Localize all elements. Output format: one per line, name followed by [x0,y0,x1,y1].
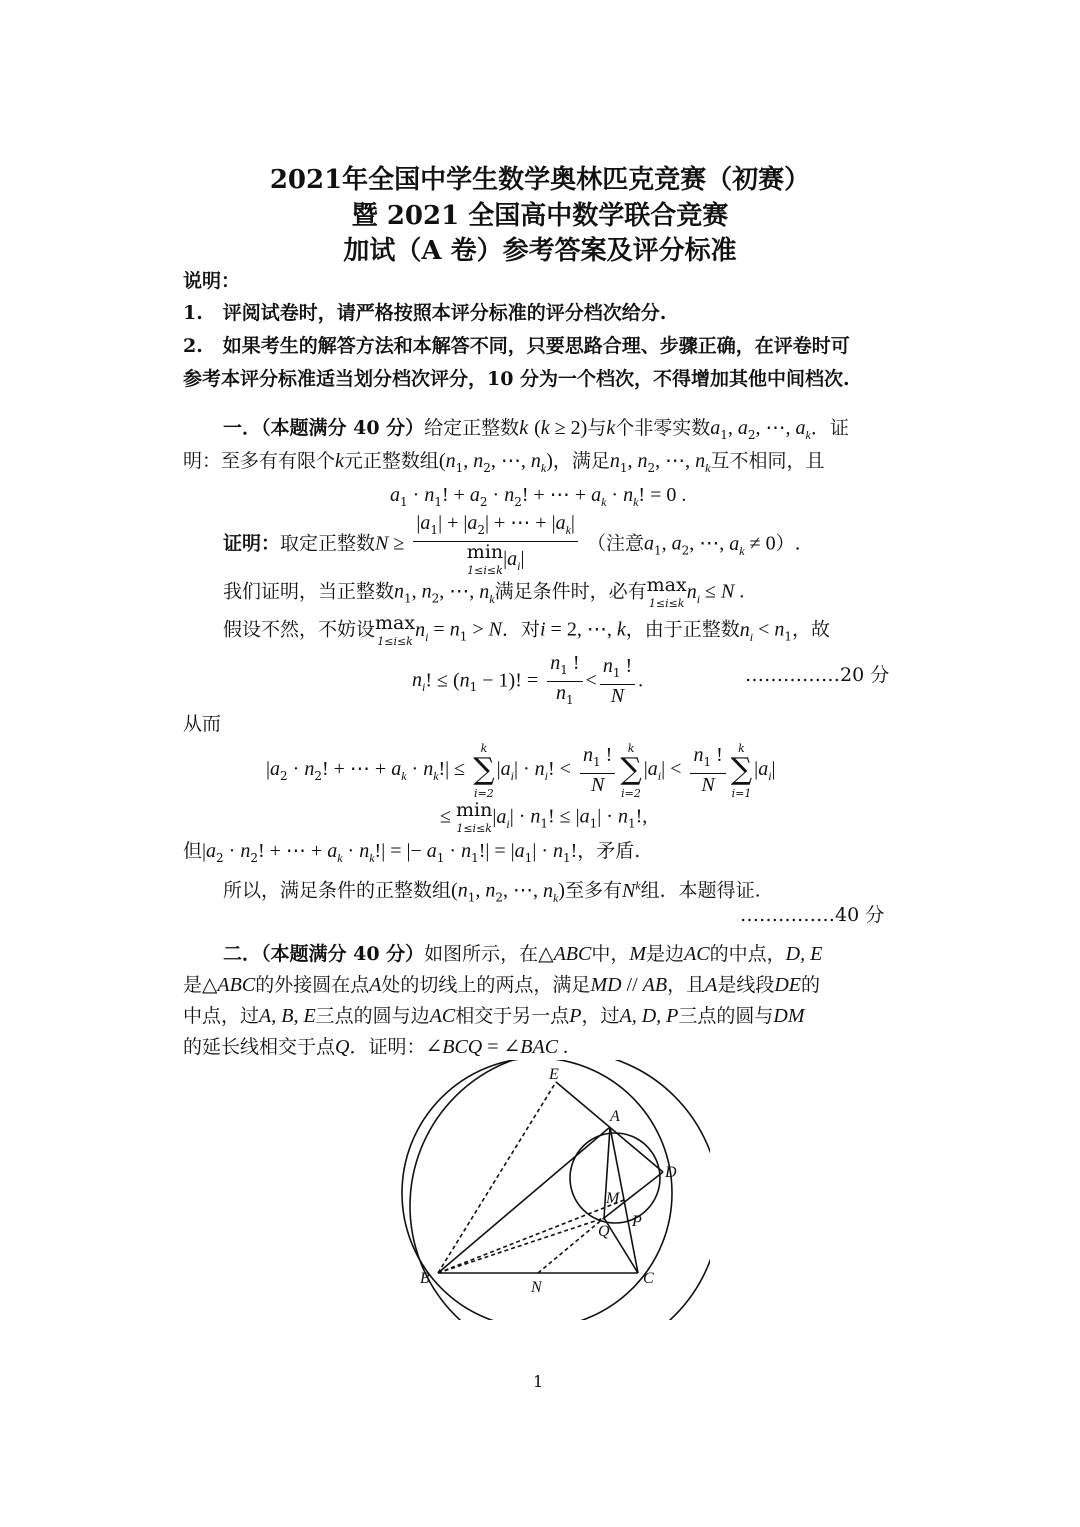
p1-text: ）. [775,532,801,555]
problem1-equation: $a_1 \cdot n_1$! + $a_2 \cdot n_2$! + ⋯ + $a_k \cdot n_k$! = 0 . [390,484,687,509]
p1-text: ，故 [792,618,831,641]
problem2-line2: 是△ABC的外接圆在点A处的切线上的两点，满足MD // AB，且A是线段DE的 [183,974,821,996]
notes-item-2-number: 2. [183,335,203,357]
notes-item-2 [183,333,850,359]
proof-line-3: 假设不然，不妨设 max $1\le i\le kn_i = n_1 > N$．对i = 2, ⋯, k，由于正整数$n_i < n_1$，故 [223,612,831,648]
geometry-figure [380,1060,710,1320]
label-B: B [420,1270,430,1287]
p2-text: 如图所示，在 [424,943,539,965]
p2-text: ，且 [667,974,706,996]
p1-text: ，矛盾. [577,840,641,862]
p1-text: 取定正整数 [280,532,376,555]
p2-text: 处的切线上的两点，满足 [381,974,591,996]
proof-label: 证明： [223,532,281,555]
segment-bq [438,1218,604,1273]
proof-but: 但$|a_2 \cdot n_2$! + ⋯ + $a_k \cdot n_k!|$ = |− $a_1 \cdot n_1!| = |a_1| \cdot n_1$!，矛盾. [183,840,641,865]
p1-text: 但 [183,840,203,862]
p1-text: 元正整数组 [343,450,439,472]
p1-text: ，满足 [552,450,610,472]
p1-text: ．证 [810,417,849,439]
p2-text: 是边 [646,943,685,965]
label-C: C [643,1270,654,1287]
p1-text: 个非零实数 [615,417,711,439]
label-P: P [632,1213,642,1230]
segment-be [438,1082,556,1273]
p1-text: 组．本题得证. [640,879,761,902]
p1-text: ．对 [501,618,540,641]
proof-line-1: 证明：取定正整数N ≥ $|a_1| + |a_2|$ + ⋯ + $|a_k|$ min $1\le i\le k|a_i|$ （注意$a_1$, $a_2$, ⋯, $a_k \ne 0$）. [223,512,801,577]
p1-text: 明：至多有有限个 [183,450,336,472]
score-20: ……………20 分 [745,664,890,686]
page-number: 1 [533,1372,544,1391]
proof-thus: 从而 [183,713,222,735]
problem2-line3: 中点，过A, B, E三点的圆与边AC相交于另一点P，过A, D, P三点的圆与DM [183,1005,805,1027]
segment-nq [538,1218,604,1273]
label-M: M [606,1190,620,1207]
proof-line-2: 我们证明，当正整数$n_1$, $n_2$, ⋯, $n_k$满足条件时，必有 max $1\le i\le kn_i \le N$ . [223,574,745,610]
segment-ab [438,1127,610,1273]
p2-text: 的延长线相交于点 [183,1036,336,1058]
p2-text: 中， [591,943,630,965]
proof-inequality-3: ≤ min $1\le i\le k|a_i| \cdot n_1$! ≤ $|a_1| \cdot n_1$!, [440,799,648,835]
label-Q: Q [598,1223,610,1240]
title-line-1: 2021年全国中学生数学奥林匹克竞赛（初赛） [269,165,811,195]
p1-text: ，由于正整数 [625,618,740,641]
notes-item-2-cont: 参考本评分标准适当划分档次评分，10 分为一个档次，不得增加其他中间档次. [183,368,850,390]
problem2-line4: 的延长线相交于点Q．证明：∠BCQ = ∠BAC . [183,1036,569,1058]
p1-text: （注意 [586,532,644,555]
p2-text: 的 [801,974,821,996]
label-D: D [665,1164,677,1181]
p1-text: 满足条件时，必有 [494,580,647,603]
p2-text: 的外接圆在点 [255,974,370,996]
label-E: E [549,1066,559,1083]
problem1-statement-line1: 一．（本题满分 40 分）给定正整数k (k ≥ 2)与k个非零实数$a_1$, $a_2$, ⋯, $a_k$．证 [223,417,849,442]
p2-text: 中点，过 [183,1005,260,1027]
notes-item-1-number: 1. [183,302,203,324]
p2-text: 相交于另一点 [455,1005,570,1027]
p2-text: 三点的圆与 [678,1005,774,1027]
proof-inequality-1: $n_i$! ≤ $(n_1 - 1)$! = $\frac{n_1 !}{n_1}$ < $\frac{n_1 !}{N}$ . [412,652,644,708]
p1-text: 给定正整数 [424,417,520,439]
segment-bm [438,1200,624,1273]
score-40: ……………40 分 [740,904,885,926]
p1-text: 互不相同，且 [710,450,825,472]
circle-abe [410,1060,710,1320]
problem2-line1: 二．（本题满分 40 分）如图所示，在△ABC中，M是边AC的中点，D, E [223,943,823,965]
p1-text: 我们证明，当正整数 [223,580,395,603]
proof-inequality-2: $|a_2 \cdot n_2$! + ⋯ + $a_k \cdot n_k!| \le k$ ∑ $i=2|a_i| \cdot n_i$! < $\frac{n_1 !}{N}$ k ∑ $i=2|a_i|$ < $\frac{n_1 !}{N}$ k ∑ $i=1|a_i|$ [266,742,776,800]
title-line-3: 加试（A 卷）参考答案及评分标准 [343,236,737,266]
notes-item-1-text: 评阅试卷时，请严格按照本评分标准的评分档次给分. [222,302,667,324]
p2-text: ，过 [581,1005,620,1027]
p1-text: 与 [587,417,607,439]
proof-conclusion: 所以，满足条件的正整数组($n_1$, $n_2$, ⋯, $n_k$)至多有$N^k$组．本题得证. [223,878,761,905]
notes-item-1 [183,300,666,326]
label-N: N [531,1279,542,1296]
problem1-label: 一．（本题满分 40 分） [223,417,425,439]
p2-text: 是 [183,974,203,996]
p1-text: 假设不然，不妨设 [223,618,376,641]
notes-item-2-text-a: 如果考生的解答方法和本解答不同，只要思路合理、步骤正确，在评卷时可 [222,335,850,357]
problem1-statement-line2: 明：至多有有限个k元正整数组($n_1$, $n_2$, ⋯, $n_k$)，满足$n_1$, $n_2$, ⋯, $n_k$互不相同，且 [183,450,825,475]
notes-heading: 说明： [183,270,241,292]
title-line-2: 暨 2021 全国高中数学联合竞赛 [351,201,729,231]
p2-text: 是线段 [717,974,775,996]
p2-text: ．证明： [349,1036,426,1058]
p1-text: 所以，满足条件的正整数组 [223,879,452,902]
label-A: A [610,1108,620,1125]
p2-text: 的中点， [709,943,786,965]
proof-fraction: $|a_1| + |a_2|$ + ⋯ + $|a_k|$ min $1\le i\le k|a_i|$ [413,512,578,577]
p1-text: 至多有 [564,879,622,902]
problem2-label: 二．（本题满分 40 分） [223,943,425,965]
p2-text: 三点的圆与边 [315,1005,430,1027]
